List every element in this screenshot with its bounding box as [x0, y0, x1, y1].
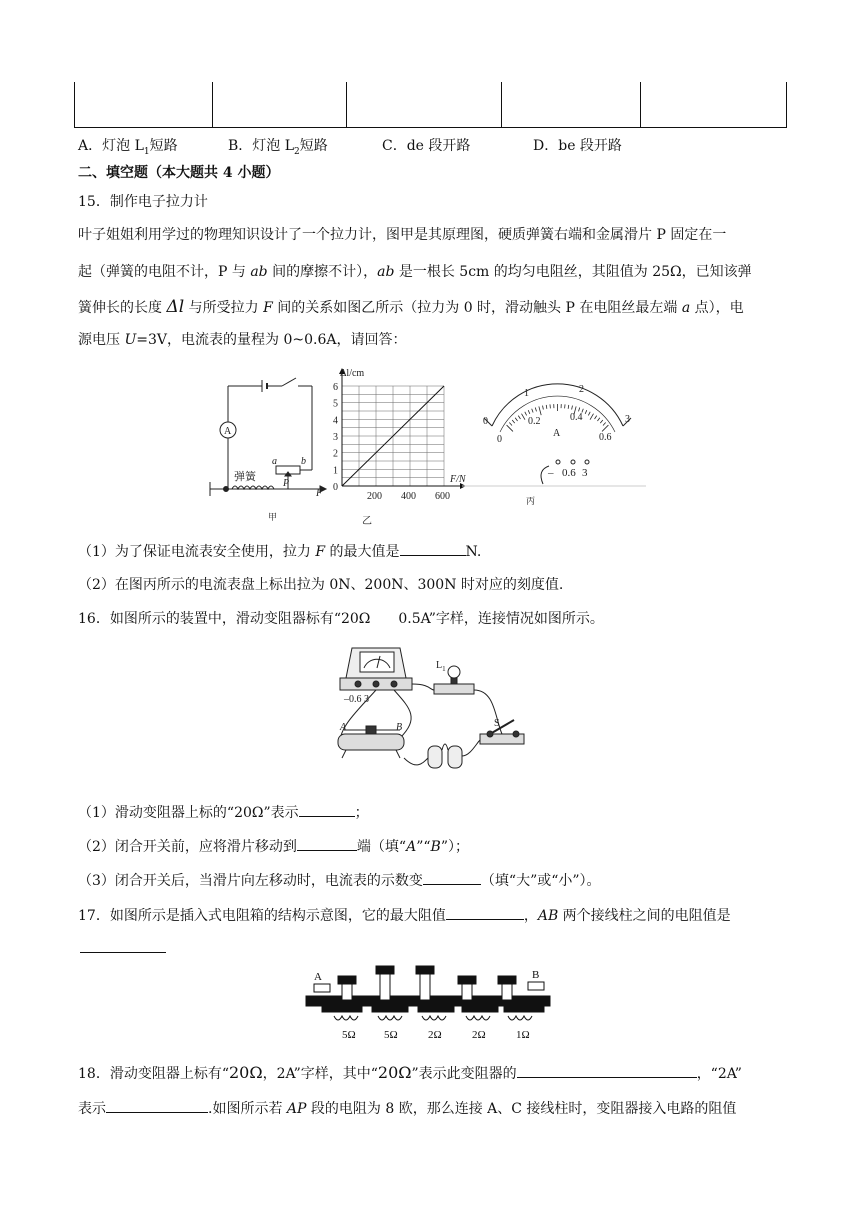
graph-yi: [333, 368, 466, 502]
rheostat-a-label: A: [340, 722, 347, 733]
dial-tick: [539, 406, 541, 415]
lamp-label: $L_1$: [436, 660, 446, 673]
q15-figures: [200, 358, 660, 528]
circuit-jia: [210, 378, 326, 496]
dial-tick: [509, 422, 512, 425]
option-a[interactable]: A．灯泡 $L_1$短路: [78, 138, 178, 157]
dial-tick: [515, 418, 517, 421]
top-scale-2: 2: [579, 384, 584, 395]
table-divider: [346, 82, 347, 127]
caption-jia: 甲: [268, 512, 278, 522]
dial-unit: A: [553, 428, 561, 439]
dial-tick: [602, 425, 608, 431]
q15-line2: 起（弹簧的电阻不计，P 与 ab 间的摩擦不计），ab 是一根长 5cm 的均匀电阻丝，其阻值为 25Ω，已知该弹: [78, 264, 752, 280]
option-tail: 短路: [299, 138, 328, 154]
dial-tick: [597, 418, 599, 421]
q17-resistance-box: [300, 962, 556, 1044]
section-title: 二、填空题（本大题共 4 小题）: [78, 165, 280, 181]
dial-tick: [522, 414, 526, 420]
caption-bing: 丙: [526, 496, 536, 506]
q16-sub2: （2）闭合开关前，应将滑片移动到 端（填“A”“B”）；: [78, 836, 469, 856]
terminal-minus: –: [548, 467, 554, 479]
top-scale-0: 0: [483, 416, 488, 427]
resistor-label-1: 5Ω: [342, 1029, 356, 1041]
y-tick-label: 1: [333, 465, 338, 477]
q18-line1: 18．滑动变阻器上标有“20Ω，2A”字样，其中“20Ω”表示此变阻器的 ，“2A”: [78, 1063, 742, 1082]
option-letter: C: [382, 138, 393, 154]
table-divider: [212, 82, 213, 127]
y-tick-label: 2: [333, 448, 338, 460]
dial-tick: [588, 412, 590, 416]
option-sub: 1: [143, 146, 150, 157]
resistor-label-3: 2Ω: [428, 1029, 442, 1041]
resistor-label-2: 5Ω: [384, 1029, 398, 1041]
dial-tick: [603, 422, 606, 425]
dial-tick: [572, 406, 573, 410]
dial-tick: [595, 416, 597, 419]
graph-xlabel: F/N: [450, 474, 466, 485]
option-text: de 段开路: [406, 138, 471, 154]
y-tick-label: 5: [333, 398, 338, 410]
x-tick-label: 600: [435, 491, 450, 502]
option-letter: D: [533, 138, 545, 154]
table-divider: [501, 82, 502, 127]
q16-apparatus: [330, 638, 530, 776]
dial-tick: [532, 409, 533, 413]
option-c[interactable]: C．de 段开路: [382, 138, 471, 154]
terminal-3: 3: [582, 467, 588, 479]
rheostat-b-label: B: [396, 722, 403, 733]
answer-blank[interactable]: [297, 836, 357, 851]
q15-sub1: （1）为了保证电流表安全使用，拉力 F 的最大值是 N.: [78, 541, 481, 561]
force-f-label: F: [316, 488, 323, 499]
dial-tick: [546, 405, 547, 409]
option-text: 灯泡 L: [252, 138, 295, 154]
slider-p-label: P: [283, 478, 290, 489]
table-divider: [640, 82, 641, 127]
resistor-label-5: 1Ω: [516, 1029, 530, 1041]
meter-terminals-label: –0.6 3: [344, 694, 369, 705]
ammeter-label: A: [224, 426, 232, 437]
dial-tick: [568, 405, 569, 409]
answer-blank[interactable]: [299, 802, 355, 817]
answer-blank[interactable]: [423, 870, 481, 885]
q15-line1: 叶子姐姐利用学过的物理知识设计了一个拉力计，图甲是其原理图，硬质弹簧右端和金属滑片 P 固定在一: [78, 227, 727, 243]
top-scale-1: 1: [524, 388, 529, 399]
dial-tick: [528, 410, 530, 414]
option-text: be 段开路: [558, 138, 622, 154]
q17-line: 17．如图所示是插入式电阻箱的结构示意图，它的最大阻值 ，AB 两个接线柱之间的电阻值是: [78, 905, 731, 925]
q18-line2: 表示 .如图所示若 AP 段的电阻为 8 欧，那么连接 A、C 接线柱时，变阻器接入电路的阻值: [78, 1098, 736, 1118]
point-a-label: a: [272, 456, 277, 467]
terminal-06: 0.6: [562, 467, 576, 479]
dial-tick: [585, 410, 587, 414]
q15-line4: 源电压 U=3V，电流表的量程为 0~0.6A，请回答：: [78, 332, 407, 348]
answer-blank[interactable]: [106, 1098, 208, 1113]
bottom-scale-1: 0.2: [528, 416, 541, 427]
dial-tick: [590, 414, 594, 420]
terminal-b-label: B: [532, 969, 540, 981]
y-tick-label: 3: [333, 432, 338, 443]
bottom-scale-3: 0.6: [599, 432, 612, 443]
y-tick-label: 0: [333, 482, 338, 493]
q15-sub2: （2）在图丙所示的电流表盘上标出拉为 0N、200N、300N 时对应的刻度值.: [78, 577, 564, 593]
option-letter: A: [78, 138, 89, 154]
option-tail: 短路: [149, 138, 178, 154]
q16-line: 16．如图所示的装置中，滑动变阻器标有“20Ω 0.5A”字样，连接情况如图所示。: [78, 611, 604, 627]
dial-tick: [518, 416, 520, 419]
bottom-scale-0: 0: [497, 434, 502, 445]
terminal-a-label: A: [314, 971, 322, 983]
option-b[interactable]: B．灯泡 $L_2$短路: [228, 138, 328, 157]
answer-blank[interactable]: [400, 541, 466, 556]
spring-label: 弹簧: [234, 471, 256, 483]
dial-tick: [512, 420, 515, 423]
q16-sub3: （3）闭合开关后，当滑片向左移动时，电流表的示数变 （填“大”或“小”）。: [78, 870, 601, 890]
q16-sub1: （1）滑动变阻器上标的“20Ω”表示 ；: [78, 802, 369, 822]
bottom-scale-2: 0.4: [570, 412, 583, 423]
q15-title: 15．制作电子拉力计: [78, 194, 208, 210]
q15-line3: 簧伸长的长度 Δl 与所受拉力 F 间的关系如图乙所示（拉力为 0 时，滑动触头 P 在电阻丝最左端 a 点），电: [78, 297, 744, 317]
caption-yi: 乙: [362, 516, 372, 527]
answer-blank[interactable]: [80, 938, 166, 953]
option-letter: B: [228, 138, 239, 154]
dial-tick: [535, 408, 536, 412]
option-d[interactable]: D．be 段开路: [533, 138, 622, 154]
answer-table: [74, 82, 787, 128]
answer-blank[interactable]: [517, 1063, 697, 1078]
x-tick-label: 200: [367, 491, 382, 502]
dial-tick: [525, 412, 527, 416]
option-text: 灯泡 L: [102, 138, 144, 154]
dial-tick: [579, 408, 580, 412]
x-tick-label: 400: [401, 491, 416, 502]
resistor-label-4: 2Ω: [472, 1029, 486, 1041]
dial-tick: [600, 420, 603, 423]
answer-blank[interactable]: [446, 905, 524, 920]
y-tick-label: 4: [333, 415, 338, 427]
switch-label: S: [494, 718, 500, 729]
y-tick-label: 6: [333, 382, 338, 393]
point-b-label: b: [301, 456, 306, 467]
top-scale-3: 3: [625, 414, 630, 425]
option-sub: 2: [294, 146, 300, 157]
dial-tick: [543, 406, 544, 410]
graph-ylabel: Δl/cm: [340, 368, 365, 379]
dial-tick: [507, 425, 513, 431]
